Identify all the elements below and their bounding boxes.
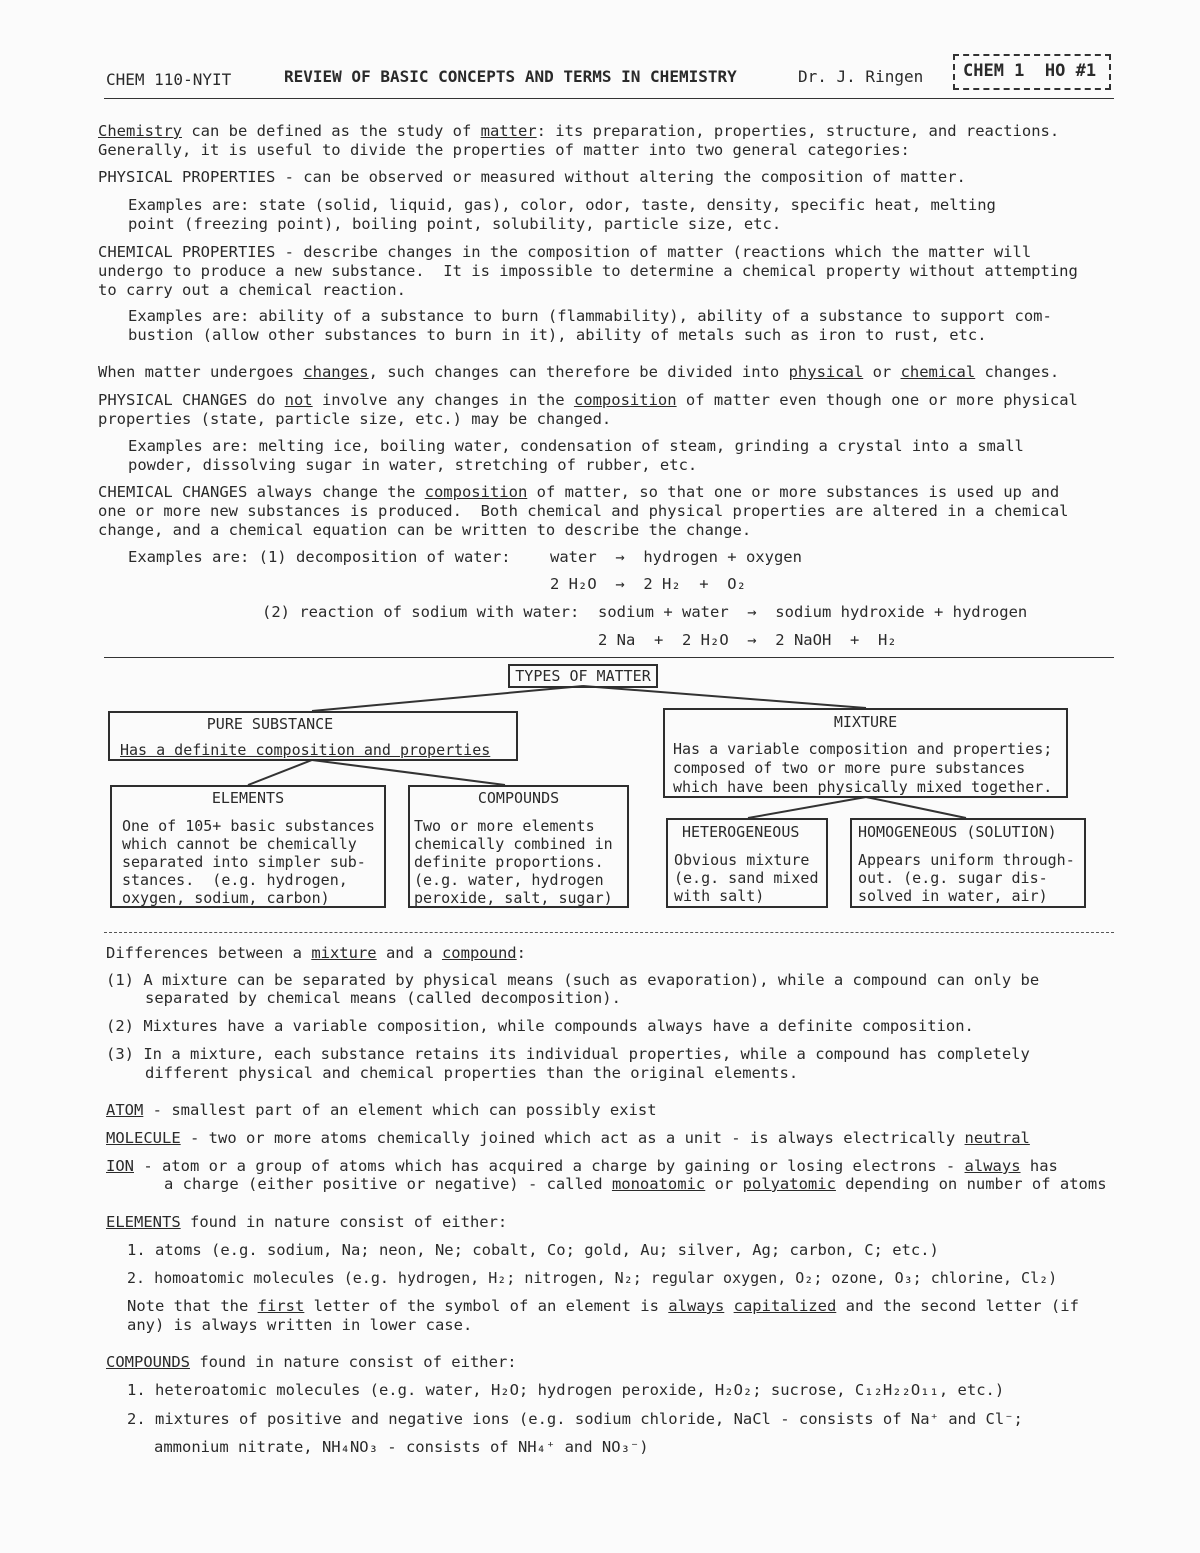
heterogeneous-desc-1: Obvious mixture xyxy=(674,851,810,869)
ion-definition-2: a charge (either positive or negative) - called monoatomic or polyatomic depending on number of atoms xyxy=(164,1175,1107,1193)
elements-desc-5: oxygen, sodium, carbon) xyxy=(122,889,330,907)
pure-substance-box xyxy=(108,711,518,761)
difference-1a: (1) A mixture can be separated by physical means (such as evaporation), while a compound can only be xyxy=(106,971,1040,989)
pure-substance-title: PURE SUBSTANCE xyxy=(206,715,334,733)
mixture-title: MIXTURE xyxy=(833,713,898,731)
difference-1b: separated by chemical means (called decomposition). xyxy=(145,989,621,1007)
changes-line: When matter undergoes changes, such changes can therefore be divided into physical or chemical changes. xyxy=(98,363,1060,381)
physical-changes-l2: properties (state, particle size, etc.) may be changed. xyxy=(98,410,612,428)
ion-definition: ION - atom or a group of atoms which has acquired a charge by gaining or losing electrons - always has xyxy=(106,1157,1058,1175)
chemical-properties-l1: CHEMICAL PROPERTIES - describe changes in the composition of matter (reactions which the matter will xyxy=(98,243,1032,261)
chemical-properties-l3: to carry out a chemical reaction. xyxy=(98,281,406,299)
types-of-matter-box xyxy=(508,664,658,688)
chemical-changes-l1: CHEMICAL CHANGES always change the composition of matter, so that one or more substances is used up and xyxy=(98,483,1060,501)
elements-box xyxy=(110,785,386,908)
homogeneous-desc-1: Appears uniform through- xyxy=(858,851,1075,869)
homogeneous-title: HOMOGENEOUS (SOLUTION) xyxy=(858,823,1057,841)
page-title: REVIEW OF BASIC CONCEPTS AND TERMS IN CHEMISTRY xyxy=(284,67,737,86)
example2-words: sodium + water → sodium hydroxide + hydrogen xyxy=(598,603,1028,621)
compounds-nature-item-1: 1. heteroatomic molecules (e.g. water, H₂O; hydrogen peroxide, H₂O₂; sucrose, C₁₂H₂₂O₁₁, etc.) xyxy=(127,1381,1005,1399)
compounds-desc-1: Two or more elements xyxy=(414,817,595,835)
homogeneous-desc-3: solved in water, air) xyxy=(858,887,1048,905)
compounds-nature-heading: COMPOUNDS found in nature consist of either: xyxy=(106,1353,517,1371)
example1-label: Examples are: (1) decomposition of water: xyxy=(128,548,511,566)
homogeneous-box xyxy=(850,818,1086,908)
compounds-desc-3: definite proportions. xyxy=(414,853,604,871)
chemical-properties-l2: undergo to produce a new substance. It is impossible to determine a chemical property without attempting xyxy=(98,262,1078,280)
elements-title: ELEMENTS xyxy=(211,789,285,807)
example1-words: water → hydrogen + oxygen xyxy=(550,548,802,566)
difference-3a: (3) In a mixture, each substance retains its individual properties, while a compound has completely xyxy=(106,1045,1030,1063)
compounds-nature-item-2: 2. mixtures of positive and negative ions (e.g. sodium chloride, NaCl - consists of Na⁺ and Cl⁻; xyxy=(127,1410,1023,1428)
mixture-box xyxy=(663,708,1068,798)
compounds-nature-item-3: ammonium nitrate, NH₄NO₃ - consists of NH₄⁺ and NO₃⁻) xyxy=(154,1438,649,1456)
heterogeneous-box xyxy=(666,818,828,908)
elements-nature-note: Note that the first letter of the symbol of an element is always capitalized and the second letter (if xyxy=(127,1297,1079,1315)
elements-desc-4: stances. (e.g. hydrogen, xyxy=(122,871,348,889)
elements-nature-heading: ELEMENTS found in nature consist of either: xyxy=(106,1213,508,1231)
heterogeneous-desc-2: (e.g. sand mixed xyxy=(674,869,819,887)
elements-desc-3: separated into simpler sub- xyxy=(122,853,366,871)
differences-heading: Differences between a mixture and a compound: xyxy=(106,944,526,962)
chemical-properties-ex2: bustion (allow other substances to burn in it), ability of metals such as iron to rust, etc. xyxy=(128,326,987,344)
heterogeneous-title: HETEROGENEOUS xyxy=(682,823,800,841)
intro-line-1: Chemistry can be defined as the study of matter: its preparation, properties, structure, and reactions. xyxy=(98,122,1060,140)
heterogeneous-desc-3: with salt) xyxy=(674,887,765,905)
elements-nature-note-2: any) is always written in lower case. xyxy=(127,1316,473,1334)
course-label: CHEM 110-NYIT xyxy=(106,70,232,89)
molecule-definition: MOLECULE - two or more atoms chemically joined which act as a unit - is always electrically neutral xyxy=(106,1129,1030,1147)
elements-nature-item-1: 1. atoms (e.g. sodium, Na; neon, Ne; cobalt, Co; gold, Au; silver, Ag; carbon, C; etc.) xyxy=(127,1241,939,1259)
physical-properties-def: PHYSICAL PROPERTIES - can be observed or measured without altering the composition of matter. xyxy=(98,168,966,186)
example2-equation: 2 Na + 2 H₂O → 2 NaOH + H₂ xyxy=(598,631,897,649)
compounds-desc-4: (e.g. water, hydrogen xyxy=(414,871,604,889)
difference-2: (2) Mixtures have a variable composition, while compounds always have a definite composition. xyxy=(106,1017,974,1035)
divider-lower xyxy=(104,932,1114,933)
physical-properties-ex1: Examples are: state (solid, liquid, gas), color, odor, taste, density, specific heat, melting xyxy=(128,196,996,214)
types-of-matter-title: TYPES OF MATTER xyxy=(515,667,651,685)
homogeneous-desc-2: out. (e.g. sugar dis- xyxy=(858,869,1048,887)
pure-substance-desc: Has a definite composition and properties xyxy=(120,741,491,759)
compounds-desc-2: chemically combined in xyxy=(414,835,613,853)
physical-properties-ex2: point (freezing point), boiling point, solubility, particle size, etc. xyxy=(128,215,782,233)
chemical-changes-l2: one or more new substances is produced. Both chemical and physical properties are altered in a chemical xyxy=(98,502,1069,520)
mixture-desc-1: Has a variable composition and properties; xyxy=(673,740,1053,758)
physical-changes-ex1: Examples are: melting ice, boiling water, condensation of steam, grinding a crystal into a small xyxy=(128,437,1024,455)
atom-definition: ATOM - smallest part of an element which can possibly exist xyxy=(106,1101,657,1119)
elements-desc-1: One of 105+ basic substances xyxy=(122,817,375,835)
elements-desc-2: which cannot be chemically xyxy=(122,835,357,853)
intro-line-2: Generally, it is useful to divide the properties of matter into two general categories: xyxy=(98,141,910,159)
mixture-desc-3: which have been physically mixed together. xyxy=(673,778,1053,796)
handout-label: CHEM 1 HO #1 xyxy=(963,61,1097,81)
physical-changes-ex2: powder, dissolving sugar in water, stretching of rubber, etc. xyxy=(128,456,698,474)
chemical-properties-ex1: Examples are: ability of a substance to burn (flammability), ability of a substance to support com- xyxy=(128,307,1052,325)
example1-equation: 2 H₂O → 2 H₂ + O₂ xyxy=(550,575,746,593)
compounds-desc-5: peroxide, salt, sugar) xyxy=(414,889,613,907)
physical-changes-l1: PHYSICAL CHANGES do not involve any changes in the composition of matter even though one or more physical xyxy=(98,391,1078,409)
chemical-changes-l3: change, and a chemical equation can be written to describe the change. xyxy=(98,521,752,539)
example2-label: (2) reaction of sodium with water: xyxy=(262,603,580,621)
mixture-desc-2: composed of two or more pure substances xyxy=(673,759,1026,777)
compounds-box xyxy=(408,785,629,908)
elements-nature-item-2: 2. homoatomic molecules (e.g. hydrogen, H₂; nitrogen, N₂; regular oxygen, O₂; ozone, O₃; chlorine, Cl₂) xyxy=(127,1269,1058,1287)
difference-3b: different physical and chemical properties than the original elements. xyxy=(145,1064,799,1082)
compounds-title: COMPOUNDS xyxy=(477,789,560,807)
author: Dr. J. Ringen xyxy=(798,67,924,86)
